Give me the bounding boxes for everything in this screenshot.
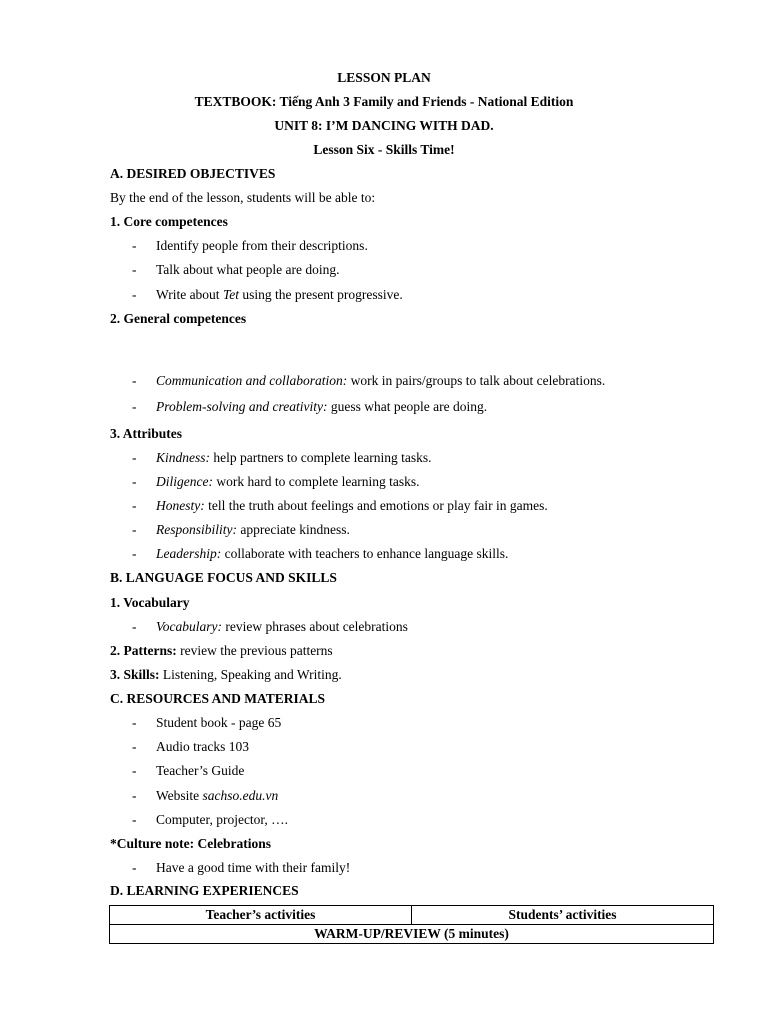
attribute-label: Honesty: [156, 498, 205, 513]
unit-line: UNIT 8: I’M DANCING WITH DAD. [274, 118, 494, 133]
vocabulary-item [156, 620, 408, 634]
lesson-line: Lesson Six - Skills Time! [313, 142, 455, 157]
bullet-dash: - [132, 262, 137, 277]
core-item-rest: using the present progressive. [242, 287, 403, 302]
bullet-dash: - [132, 450, 137, 465]
core-item-prefix: Write about [156, 287, 223, 302]
general-item [156, 400, 487, 414]
resource-item: Audio tracks 103 [156, 739, 249, 754]
core-item: Identify people from their descriptions. [156, 238, 368, 253]
skills-label: 3. Skills: [110, 667, 160, 682]
bullet-dash: - [132, 399, 137, 414]
attribute-item [156, 547, 508, 561]
bullet-dash: - [132, 546, 137, 561]
table-row [110, 925, 714, 944]
teacher-activities-header: Teacher’s activities [110, 906, 412, 925]
textbook-line: TEXTBOOK: Tiếng Anh 3 Family and Friends - National Edition [194, 94, 574, 109]
patterns-text: review the previous patterns [176, 643, 333, 658]
section-b-heading: B. LANGUAGE FOCUS AND SKILLS [110, 570, 337, 585]
resource-website-label: Website [156, 788, 203, 803]
activities-table [109, 905, 714, 944]
section-d-heading: D. LEARNING EXPERIENCES [110, 883, 299, 898]
general-item-label: Problem-solving and creativity: [156, 399, 328, 414]
skills-text: Listening, Speaking and Writing. [159, 667, 342, 682]
section-c-heading: C. RESOURCES AND MATERIALS [110, 691, 326, 706]
bullet-dash: - [132, 238, 137, 253]
attribute-item [156, 499, 548, 513]
attribute-text: collaborate with teachers to enhance language skills. [221, 546, 509, 561]
attribute-text: appreciate kindness. [237, 522, 350, 537]
attribute-label: Kindness: [156, 450, 210, 465]
attribute-item [156, 523, 350, 537]
attribute-item [156, 451, 432, 465]
core-item-italic: Tet [222, 287, 239, 302]
bullet-dash: - [132, 860, 137, 875]
bullet-dash: - [132, 763, 137, 778]
core-competences-heading: 1. Core competences [110, 214, 228, 229]
patterns-line [110, 644, 333, 658]
vocabulary-label: Vocabulary: [156, 619, 222, 634]
attribute-item [156, 475, 420, 489]
bullet-dash: - [132, 522, 137, 537]
warmup-row-label: WARM-UP/REVIEW (5 minutes) [110, 925, 714, 944]
attribute-label: Responsibility: [156, 522, 237, 537]
students-activities-header: Students’ activities [412, 906, 714, 925]
bullet-dash: - [132, 498, 137, 513]
bullet-dash: - [132, 619, 137, 634]
website-url: sachso.edu.vn [202, 788, 279, 803]
core-item: Talk about what people are doing. [156, 262, 340, 277]
bullet-dash: - [132, 715, 137, 730]
attribute-text: tell the truth about feelings and emotions or play fair in games. [204, 498, 548, 513]
bullet-dash: - [132, 788, 137, 803]
resource-item: Student book - page 65 [156, 715, 282, 730]
attribute-text: help partners to complete learning tasks. [210, 450, 432, 465]
bullet-dash: - [132, 287, 137, 302]
general-item-text: work in pairs/groups to talk about celebrations. [347, 373, 606, 388]
general-competences-heading: 2. General competences [110, 311, 247, 326]
bullet-dash: - [132, 373, 137, 388]
bullet-dash: - [132, 739, 137, 754]
vocabulary-heading: 1. Vocabulary [110, 595, 190, 610]
attribute-text: work hard to complete learning tasks. [212, 474, 420, 489]
bullet-dash: - [132, 812, 137, 827]
bullet-dash: - [132, 474, 137, 489]
attribute-label: Leadership: [156, 546, 222, 561]
general-item [156, 374, 605, 388]
section-a-heading: A. DESIRED OBJECTIVES [110, 166, 276, 181]
general-item-label: Communication and collaboration: [156, 373, 348, 388]
culture-note-heading: *Culture note: Celebrations [110, 836, 271, 851]
patterns-label: 2. Patterns: [110, 643, 177, 658]
resource-item [156, 789, 278, 803]
doc-title: LESSON PLAN [337, 70, 431, 85]
table-header-row [110, 906, 714, 925]
section-a-intro: By the end of the lesson, students will be able to: [110, 190, 376, 205]
resource-item: Teacher’s Guide [156, 763, 245, 778]
culture-item: Have a good time with their family! [156, 860, 351, 875]
core-item [156, 288, 403, 302]
skills-line [110, 668, 342, 682]
attributes-heading: 3. Attributes [110, 426, 182, 441]
resource-item: Computer, projector, …. [156, 812, 289, 827]
attribute-label: Diligence: [156, 474, 213, 489]
vocabulary-text: review phrases about celebrations [221, 619, 408, 634]
general-item-text: guess what people are doing. [327, 399, 488, 414]
